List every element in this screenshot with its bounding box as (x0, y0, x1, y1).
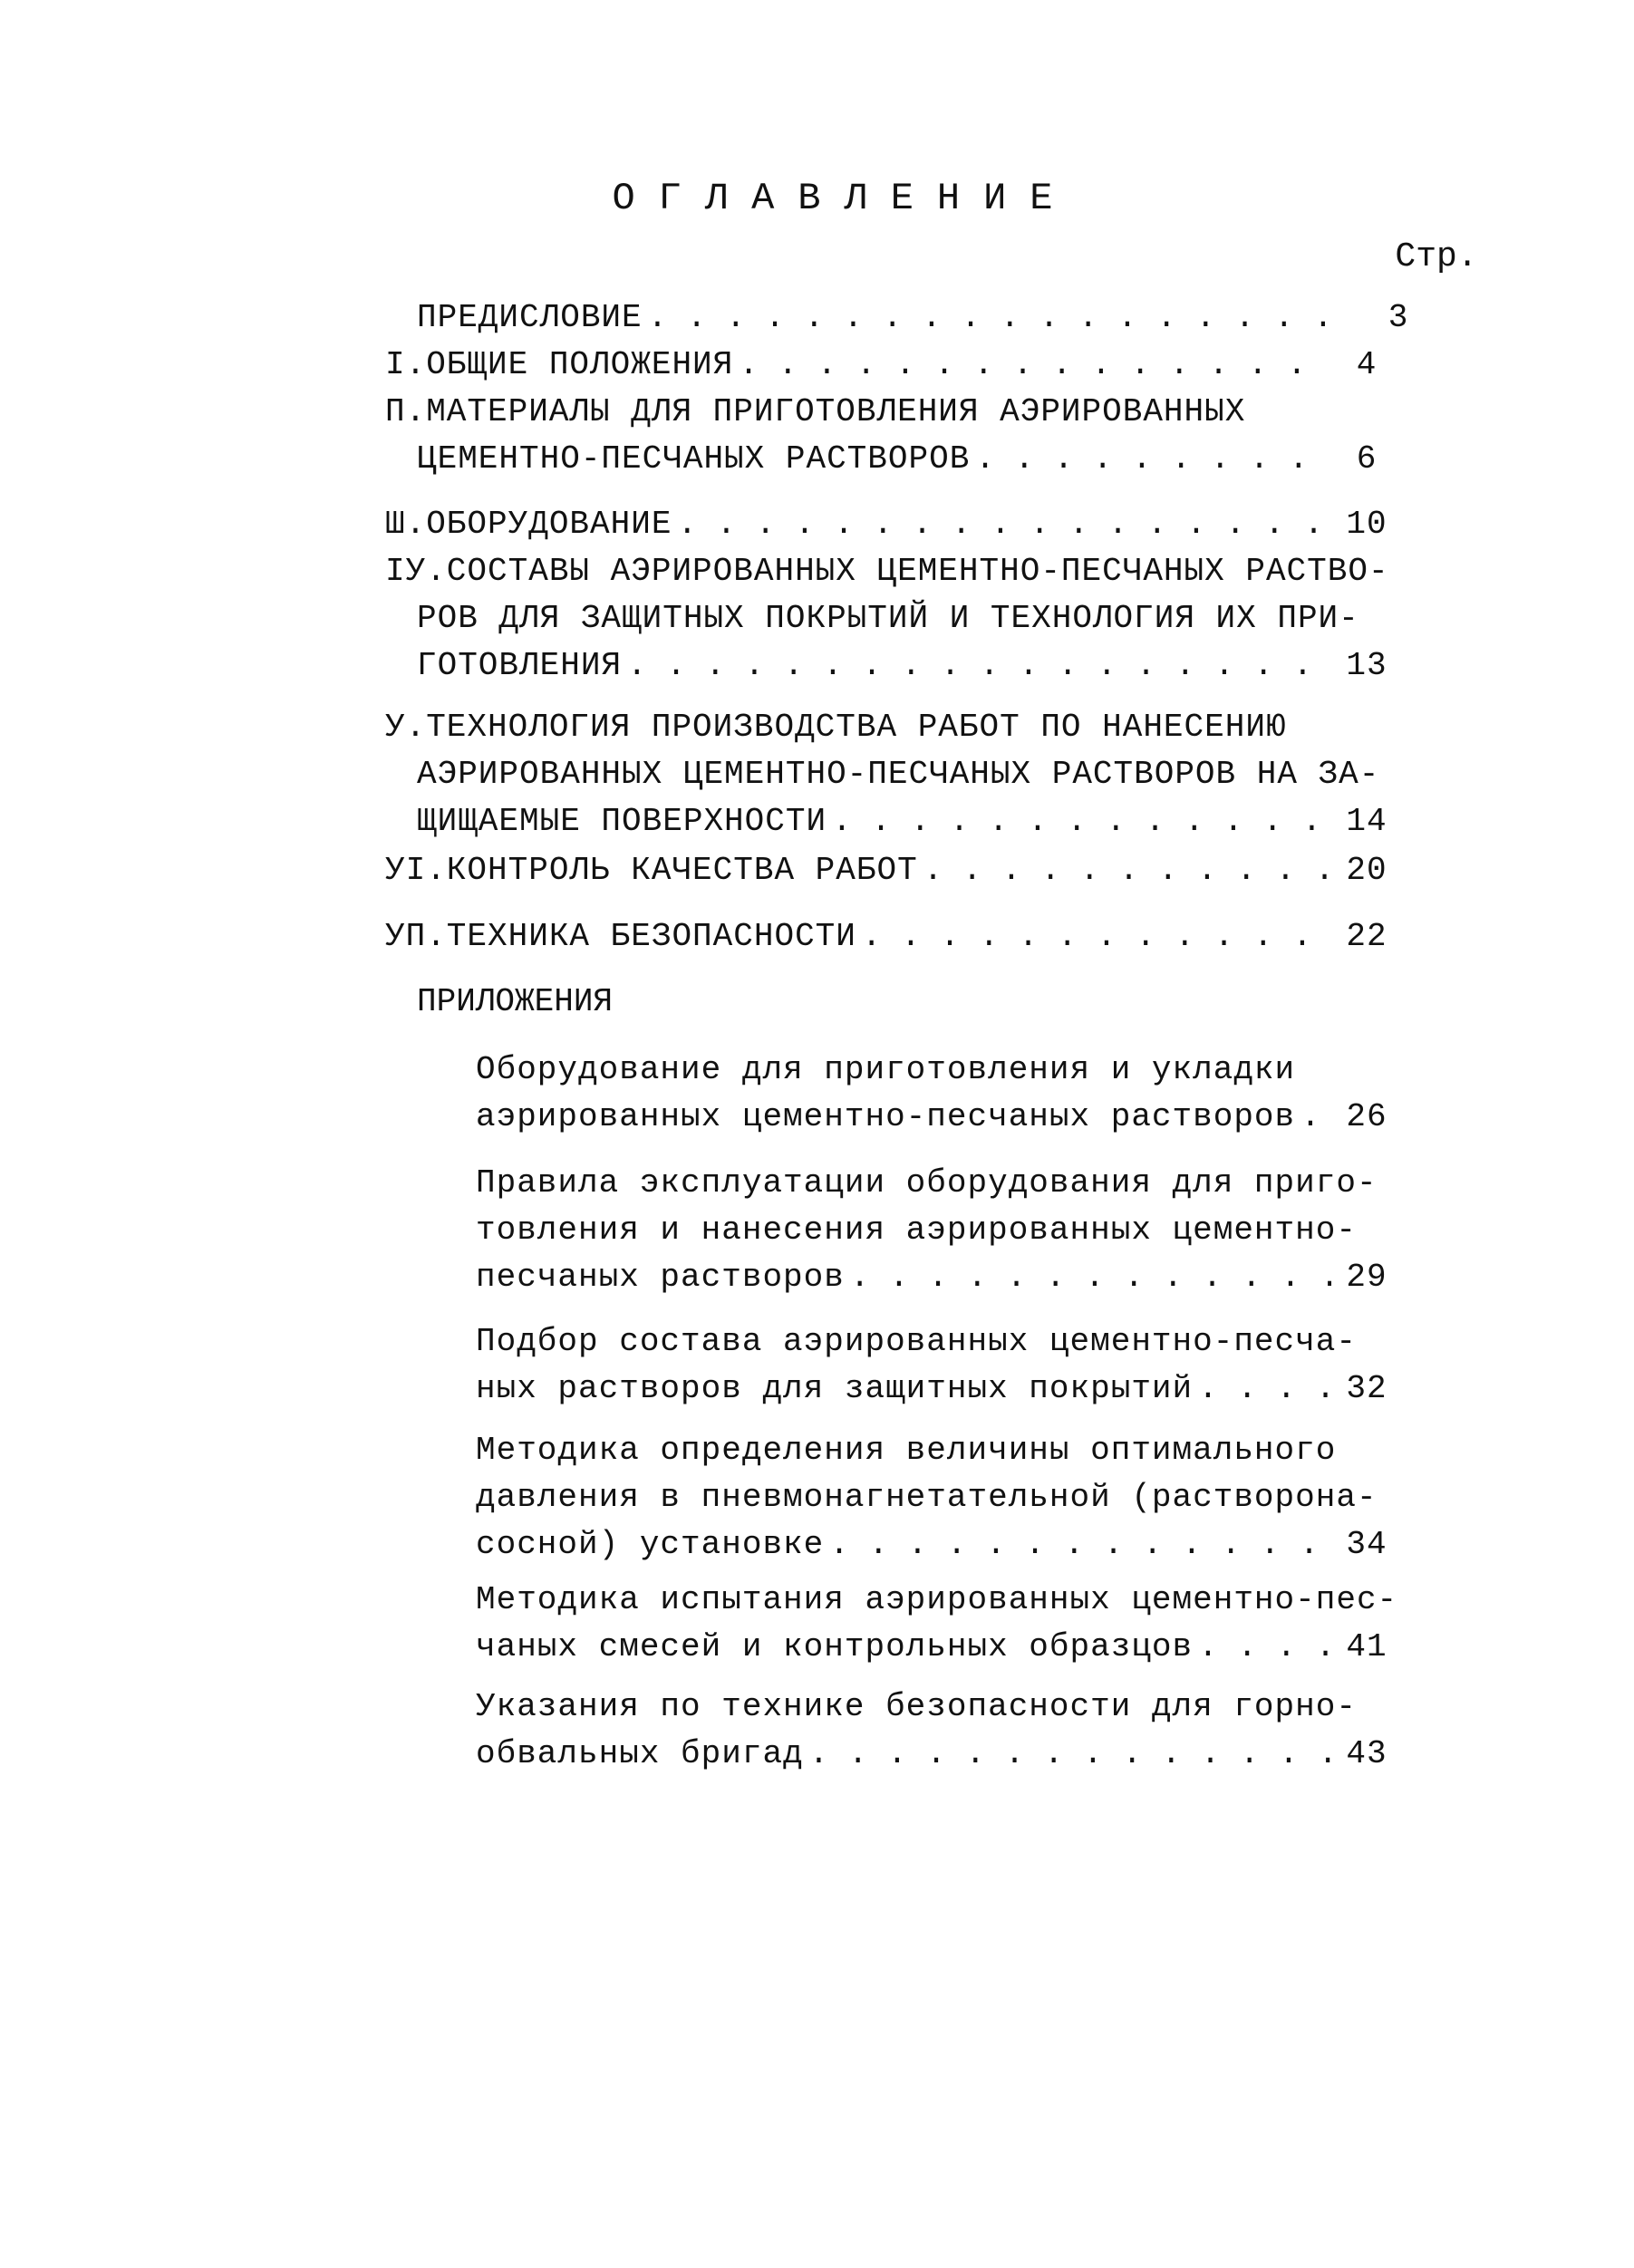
dot-leader (975, 436, 1331, 483)
dot-leader (1198, 1366, 1331, 1413)
dot-leader (850, 1254, 1331, 1301)
toc-entry-text: ЦЕМЕНТНО-ПЕСЧАНЫХ РАСТВОРОВ (417, 440, 971, 478)
toc-entry (417, 294, 1409, 342)
appendix-entry-text: ных растворов для защитных покрытий (476, 1370, 1194, 1407)
toc-entry-text: ЩИЩАЕМЫЕ ПОВЕРХНОСТИ (417, 803, 827, 840)
toc-entry-text: П.МАТЕРИАЛЫ ДЛЯ ПРИГОТОВЛЕНИЯ АЭРИРОВАННЫХ (385, 393, 1246, 430)
appendix-page-number: 43 (1346, 1735, 1387, 1772)
page-column-label: Стр. (1395, 237, 1478, 276)
toc-entry-text: IУ.СОСТАВЫ АЭРИРОВАННЫХ ЦЕМЕНТНО-ПЕСЧАНЫХ РАСТВО- (385, 553, 1389, 590)
toc-entry (385, 704, 1387, 845)
appendix-entry-text: Подбор состава аэрированных цементно-песча- (476, 1323, 1357, 1360)
dot-leader (1198, 1624, 1331, 1671)
appendix-page-number: 41 (1346, 1628, 1387, 1665)
appendix-entry-text: Оборудование для приготовления и укладки (476, 1051, 1296, 1088)
appendix-heading: ПРИЛОЖЕНИЯ (417, 983, 614, 1020)
dot-leader (923, 847, 1331, 894)
toc-entry-text: АЭРИРОВАННЫХ ЦЕМЕНТНО-ПЕСЧАНЫХ РАСТВОРОВ НА ЗА- (417, 756, 1380, 793)
appendix-page-number: 34 (1346, 1526, 1387, 1563)
dot-leader (648, 294, 1331, 342)
appendix-entry-text: обвальных бригад (476, 1735, 804, 1772)
toc-entry (385, 548, 1389, 690)
appendix-page-number: 29 (1346, 1259, 1387, 1296)
appendix-entry-text: сосной) установке (476, 1526, 825, 1563)
appendix-entry-text: песчаных растворов (476, 1259, 845, 1296)
dot-leader (739, 342, 1331, 389)
toc-entry (385, 847, 1387, 894)
toc-entry-text: РОВ ДЛЯ ЗАЩИТНЫХ ПОКРЫТИЙ И ТЕХНОЛОГИЯ ИХ ПРИ- (417, 600, 1359, 637)
dot-leader (829, 1521, 1331, 1568)
dot-leader (809, 1731, 1331, 1778)
appendix-entry-text: Указания по технике безопасности для горно- (476, 1688, 1357, 1725)
toc-page-number: 20 (1346, 852, 1387, 889)
toc-entry (385, 501, 1387, 548)
appendix-entry (476, 1427, 1387, 1568)
toc-entry (385, 342, 1378, 389)
toc-entry-text: УП.ТЕХНИКА БЕЗОПАСНОСТИ (385, 918, 856, 955)
toc-page-number: 6 (1356, 440, 1378, 478)
appendix-entry-text: аэрированных цементно-песчаных растворов (476, 1098, 1296, 1135)
toc-page-number: 10 (1346, 506, 1387, 543)
toc-page-number: 22 (1346, 918, 1387, 955)
toc-entry (385, 389, 1378, 483)
toc-entry-text: Ш.ОБОРУДОВАНИЕ (385, 506, 672, 543)
appendix-entry-text: Методика определения величины оптимального (476, 1432, 1337, 1469)
toc-page-number: 4 (1356, 346, 1378, 383)
appendix-entry-text: чаных смесей и контрольных образцов (476, 1628, 1194, 1665)
appendix-entry (476, 1318, 1387, 1413)
toc-entry-text: I.ОБЩИЕ ПОЛОЖЕНИЯ (385, 346, 734, 383)
appendix-page-number: 32 (1346, 1370, 1387, 1407)
toc-entry-text: УI.КОНТРОЛЬ КАЧЕСТВА РАБОТ (385, 852, 918, 889)
toc-page-number: 13 (1346, 647, 1387, 684)
appendix-entry (476, 1577, 1398, 1671)
appendix-entry (476, 1047, 1387, 1141)
dot-leader (862, 913, 1331, 960)
appendix-entry-text: Методика испытания аэрированных цементно-пес- (476, 1581, 1398, 1618)
dot-leader (627, 642, 1331, 690)
appendix-entry (476, 1684, 1387, 1778)
toc-entry-text: У.ТЕХНОЛОГИЯ ПРОИЗВОДСТВА РАБОТ ПО НАНЕСЕНИЮ (385, 709, 1287, 746)
appendix-page-number: 26 (1346, 1098, 1387, 1135)
toc-entry-text: ГОТОВЛЕНИЯ (417, 647, 623, 684)
page-title: ОГЛАВЛЕНИЕ (612, 177, 1077, 220)
toc-page-number: 14 (1346, 803, 1387, 840)
appendix-entry-text: товления и нанесения аэрированных цементно- (476, 1211, 1357, 1249)
appendix-entry-text: давления в пневмонагнетательной (растворона- (476, 1479, 1378, 1516)
toc-entry (385, 913, 1387, 960)
dot-leader (832, 798, 1331, 845)
toc-entry-text: ПРЕДИСЛОВИЕ (417, 299, 643, 336)
toc-page-number: 3 (1387, 299, 1409, 336)
appendix-entry-text: Правила эксплуатации оборудования для приго- (476, 1164, 1378, 1202)
dot-leader (677, 501, 1331, 548)
appendix-entry (476, 1160, 1387, 1301)
